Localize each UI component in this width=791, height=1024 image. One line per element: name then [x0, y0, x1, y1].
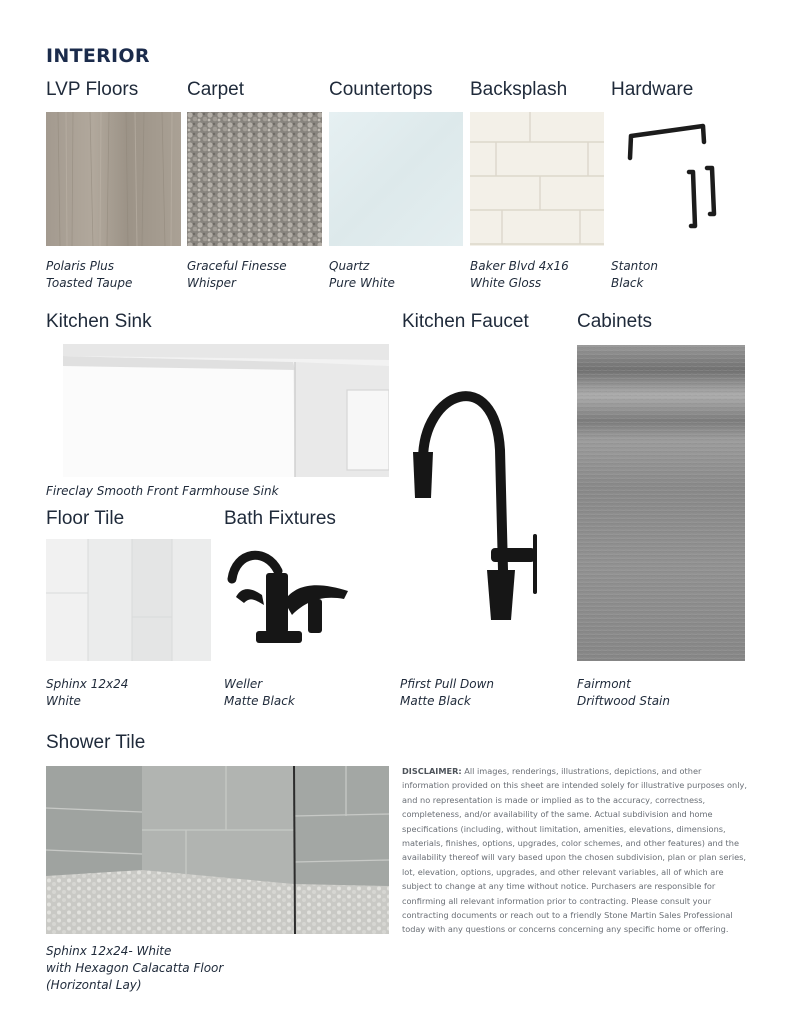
carpet-swatch — [187, 112, 322, 246]
carpet-caption: Graceful Finesse Whisper — [187, 259, 287, 290]
floor-tile-heading: Floor Tile — [46, 508, 125, 529]
kitchen-sink-caption: Fireclay Smooth Front Farmhouse Sink — [46, 484, 279, 498]
bath-fixtures-caption: Weller Matte Black — [224, 677, 295, 708]
kitchen-faucet-image — [405, 370, 555, 630]
page-title: INTERIOR — [46, 45, 150, 67]
kitchen-sink-heading: Kitchen Sink — [46, 311, 152, 332]
backsplash-swatch — [470, 112, 604, 246]
disclaimer-body: All images, renderings, illustrations, depictions, and other information provided on this sheet are intended solely for illustrative purposes only, and no representation is made or implied as to the accuracy, correctness, completeness, and/or availability of the same. Actual subdivision and home specifications (including, without limitation, amenities, elevations, dimensions, materials, finishes, options, upgrades, color schemes, and other features) and the availability thereof will vary based upon the chosen subdivision, plan or plan series, lot, elevation, options, upgrades, and other relevant variables, all of which are subject to change at any time without notice. Purchasers are responsible for confirming all relevant information prior to contracting. Please consult your contracting documents or reach out to a friendly Stone Martin Sales Professional today with any questions or concerns concerning any specific home or offering. — [402, 766, 747, 935]
countertops-heading: Countertops — [329, 79, 433, 100]
carpet-heading: Carpet — [187, 79, 245, 100]
lvp-floor-swatch — [46, 112, 181, 246]
shower-tile-image — [46, 766, 389, 934]
bath-faucet-image — [226, 545, 356, 655]
hardware-caption: Stanton Black — [611, 259, 658, 290]
floor-tile-swatch — [46, 539, 211, 661]
hardware-heading: Hardware — [611, 79, 694, 100]
lvp-floors-heading: LVP Floors — [46, 79, 139, 100]
cabinets-heading: Cabinets — [577, 311, 652, 332]
bath-fixtures-heading: Bath Fixtures — [224, 508, 336, 529]
shower-tile-caption: Sphinx 12x24- White with Hexagon Calacatta Floor (Horizontal Lay) — [46, 944, 224, 992]
shower-tile-heading: Shower Tile — [46, 732, 146, 753]
kitchen-faucet-heading: Kitchen Faucet — [402, 311, 529, 332]
disclaimer-label: DISCLAIMER: — [402, 766, 462, 776]
backsplash-heading: Backsplash — [470, 79, 568, 100]
disclaimer-text — [402, 764, 747, 937]
countertop-swatch — [329, 112, 463, 246]
hardware-pulls-image — [611, 112, 746, 246]
kitchen-faucet-caption: Pfirst Pull Down Matte Black — [400, 677, 495, 708]
backsplash-caption: Baker Blvd 4x16 White Gloss — [470, 259, 569, 290]
lvp-floors-caption: Polaris Plus Toasted Taupe — [46, 259, 133, 290]
cabinets-caption: Fairmont Driftwood Stain — [577, 677, 670, 708]
countertops-caption: Quartz Pure White — [329, 259, 395, 290]
kitchen-sink-image — [63, 344, 389, 477]
floor-tile-caption: Sphinx 12x24 White — [46, 677, 129, 708]
cabinet-door-swatch — [577, 345, 745, 661]
